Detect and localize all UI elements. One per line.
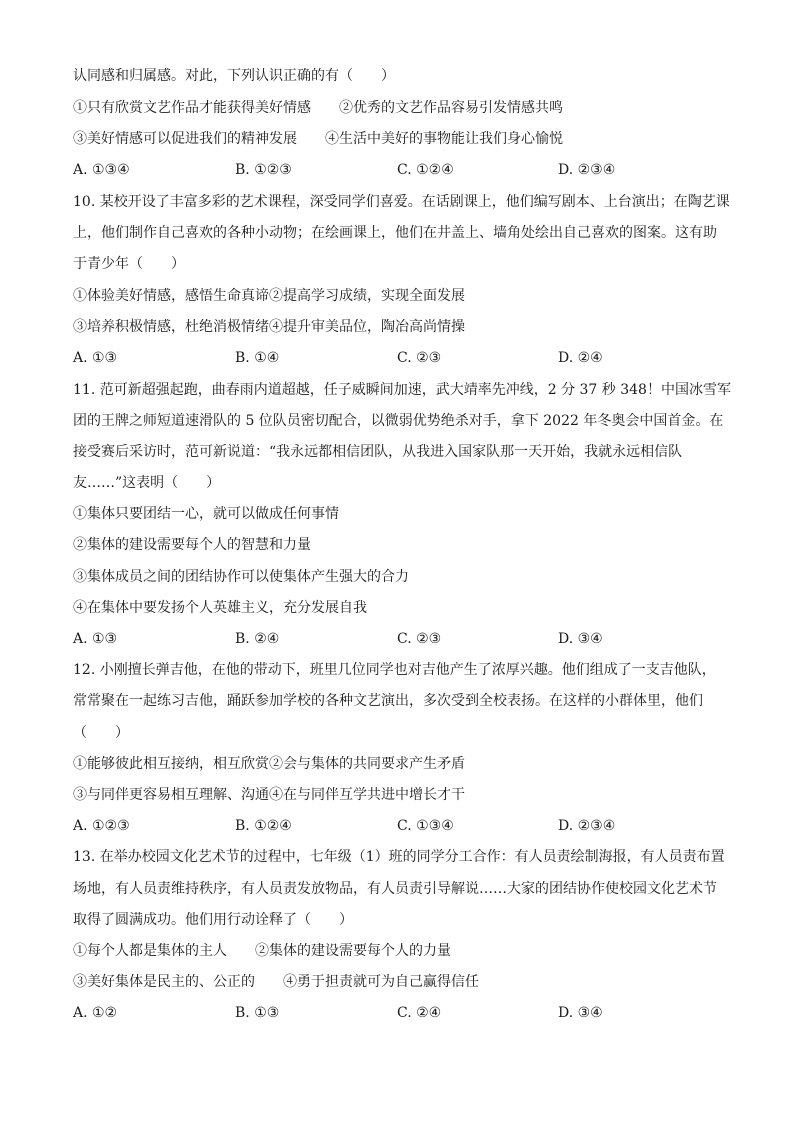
q11-stem-line-2: 团的王牌之师短道速滑队的 5 位队员密切配合，以微弱优势绝杀对手，拿下 2022 年冬奥会中国首金。在 xyxy=(73,413,724,429)
q12-option-d[interactable]: D. ②③④ xyxy=(558,818,616,834)
q9-stem-tail: 认同感和归属感。对此，下列认识正确的有（ ） xyxy=(73,68,395,84)
q13-statement-2: ②集体的建设需要每个人的力量 xyxy=(255,943,451,959)
q11-options xyxy=(73,629,733,649)
q11-option-d[interactable]: D. ③④ xyxy=(558,631,603,647)
q13-option-d[interactable]: D. ③④ xyxy=(558,1005,603,1021)
q11-statement-3: ③集体成员之间的团结协作可以使集体产生强大的合力 xyxy=(73,569,409,585)
q11-statement-1: ①集体只要团结一心，就可以做成任何事情 xyxy=(73,506,339,522)
q12-statements-1-2: ①能够彼此相互接纳，相互欣赏②会与集体的共同要求产生矛盾 xyxy=(73,756,465,772)
q11-stem-line-4: 友……”这表明（ ） xyxy=(73,475,221,491)
q9-statements-1-2 xyxy=(73,98,563,118)
q13-stem-line-2: 场地，有人员责维持秩序，有人员责发放物品，有人员责引导解说……大家的团结协作使校园文化艺术节 xyxy=(73,881,717,897)
q12-statements-3-4: ③与同伴更容易相互理解、沟通④在与同伴互学共进中增长才干 xyxy=(73,787,465,803)
q11-option-a[interactable]: A. ①③ xyxy=(73,631,118,647)
q11-stem-line-1: 11. 范可新超强起跑，曲春雨内道超越，任子威瞬间加速，武大靖率先冲线，2 分 37 秒 348！中国冰雪军 xyxy=(73,382,731,398)
q9-option-d[interactable]: D. ②③④ xyxy=(558,162,616,178)
q11-option-c[interactable]: C. ②③ xyxy=(397,631,442,647)
q9-statement-4: ④生活中美好的事物能让我们身心愉悦 xyxy=(325,131,563,147)
q10-option-d[interactable]: D. ②④ xyxy=(558,350,603,366)
q9-options xyxy=(73,160,733,180)
q10-options xyxy=(73,348,733,368)
q13-statement-1: ①每个人都是集体的主人 xyxy=(73,943,227,959)
q10-option-b[interactable]: B. ①④ xyxy=(235,350,280,366)
q13-statements-3-4 xyxy=(73,972,479,992)
q11-stem-line-3: 接受赛后采访时，范可新说道：“我永远都相信团队，从我进入国家队那一天开始，我就永远相信队 xyxy=(73,444,683,460)
q12-option-a[interactable]: A. ①②③ xyxy=(73,818,130,834)
q9-option-b[interactable]: B. ①②③ xyxy=(235,162,292,178)
q12-stem-line-3: （ ） xyxy=(73,725,129,741)
q12-option-c[interactable]: C. ①③④ xyxy=(397,818,454,834)
q11-statement-2: ②集体的建设需要每个人的智慧和力量 xyxy=(73,537,311,553)
q13-stem-line-1: 13. 在举办校园文化艺术节的过程中，七年级（1）班的同学分工合作：有人员责绘制海报，有人员责布置 xyxy=(73,849,725,865)
q10-stem-line-3: 于青少年（ ） xyxy=(73,256,185,272)
q9-option-a[interactable]: A. ①③④ xyxy=(73,162,130,178)
q13-option-b[interactable]: B. ①③ xyxy=(235,1005,280,1021)
q12-stem-line-2: 常常聚在一起练习吉他，踊跃参加学校的各种文艺演出，多次受到全校表扬。在这样的小群体里，他们 xyxy=(73,693,703,709)
q13-statement-4: ④勇于担责就可为自己赢得信任 xyxy=(283,974,479,990)
q9-statement-3: ③美好情感可以促进我们的精神发展 xyxy=(73,131,297,147)
q12-option-b[interactable]: B. ①②④ xyxy=(235,818,292,834)
q9-statement-2: ②优秀的文艺作品容易引发情感共鸣 xyxy=(339,100,563,116)
q10-statements-1-2: ①体验美好情感，感悟生命真谛②提高学习成绩，实现全面发展 xyxy=(73,288,465,304)
q11-option-b[interactable]: B. ②④ xyxy=(235,631,280,647)
q13-options xyxy=(73,1003,733,1023)
q10-stem-line-2: 上，他们制作自己喜欢的各种小动物；在绘画课上，他们在井盖上、墙角处绘出自己喜欢的图案。这有助 xyxy=(73,225,717,241)
q9-statement-1: ①只有欣赏文艺作品才能获得美好情感 xyxy=(73,100,311,116)
q12-options xyxy=(73,816,733,836)
q9-statements-3-4 xyxy=(73,129,563,149)
q11-statement-4: ④在集体中要发扬个人英雄主义，充分发展自我 xyxy=(73,600,367,616)
q13-option-c[interactable]: C. ②④ xyxy=(397,1005,442,1021)
q10-option-a[interactable]: A. ①③ xyxy=(73,350,118,366)
q10-option-c[interactable]: C. ②③ xyxy=(397,350,442,366)
q10-statements-3-4: ③培养积极情感，杜绝消极情绪④提升审美品位，陶冶高尚情操 xyxy=(73,319,465,335)
q13-statement-3: ③美好集体是民主的、公正的 xyxy=(73,974,255,990)
q13-statements-1-2 xyxy=(73,941,451,961)
q10-stem-line-1: 10. 某校开设了丰富多彩的艺术课程，深受同学们喜爱。在话剧课上，他们编写剧本、上台演出；在陶艺课 xyxy=(73,194,730,210)
q13-stem-line-3: 取得了圆满成功。他们用行动诠释了（ ） xyxy=(73,912,353,928)
q12-stem-line-1: 12. 小刚擅长弹吉他，在他的带动下，班里几位同学也对吉他产生了浓厚兴趣。他们组成了一支吉他队， xyxy=(73,662,716,678)
q9-option-c[interactable]: C. ①②④ xyxy=(397,162,454,178)
q13-option-a[interactable]: A. ①② xyxy=(73,1005,118,1021)
